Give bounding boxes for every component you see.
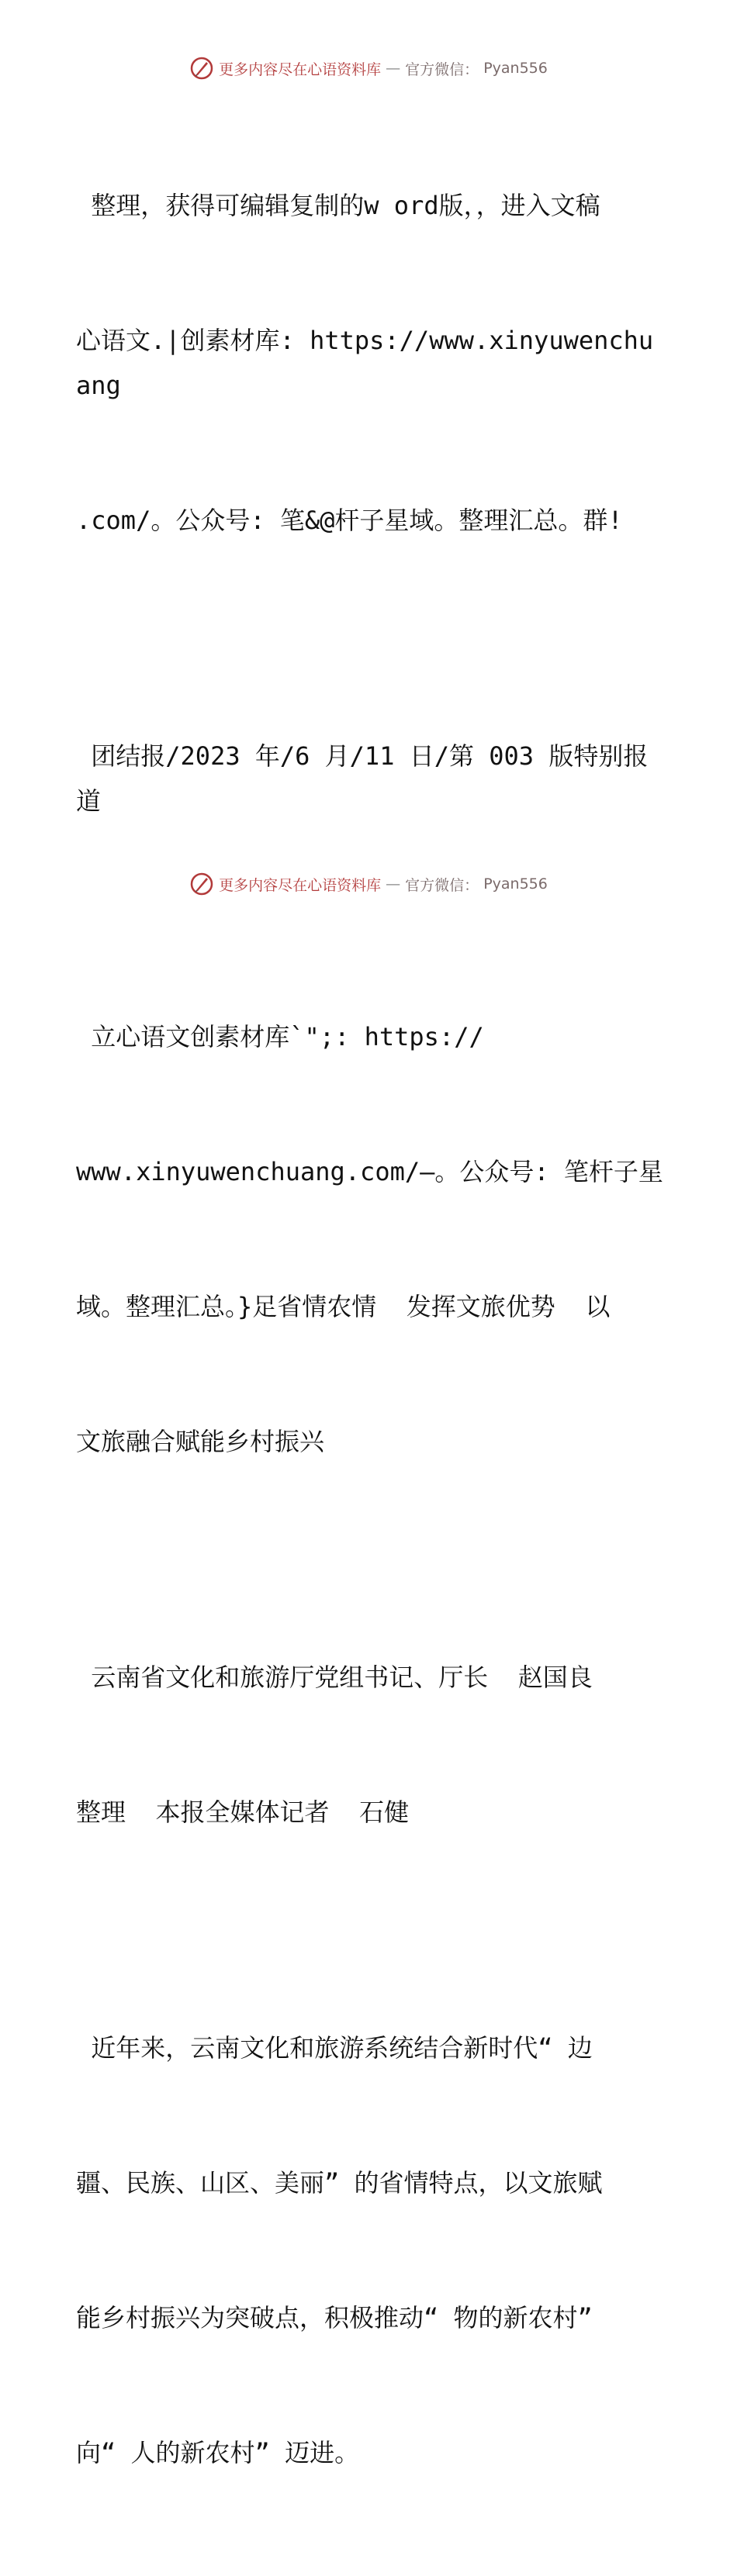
watermark-contact-label: 官方微信： <box>405 876 479 894</box>
text-line: 云南省文化和旅游厅党组书记、厅长 赵国良 <box>76 1663 593 1692</box>
paragraph-body <box>76 1935 666 2565</box>
watermark-contact-id: Pyan556 <box>483 875 548 893</box>
text-line: 域。整理汇总。}足省情农情 发挥文旅优势 以 <box>76 1292 611 1321</box>
text-line: .com/。公众号: 笔&@杆子星域。整理汇总。群! <box>76 506 623 535</box>
paragraph-byline <box>76 1565 666 1925</box>
watermark-contact-label: 官方微信： <box>405 60 479 78</box>
header-watermark <box>0 56 737 81</box>
text-line: www.xinyuwenchuang.com/—。公众号: 笔杆子星 <box>76 1157 663 1186</box>
paragraph-intro <box>76 93 666 633</box>
watermark-text: 更多内容尽在心语资料库 <box>219 876 382 894</box>
text-line: 疆、民族、山区、美丽” 的省情特点，以文旅赋 <box>76 2168 603 2198</box>
quill-logo-icon <box>189 56 214 81</box>
text-line: 能乡村振兴为突破点，积极推动“ 物的新农村” <box>76 2303 593 2333</box>
quill-logo-icon <box>189 872 214 896</box>
text-line: 向“ 人的新农村” 迈进。 <box>76 2438 360 2467</box>
text-line: 团结报/2023 年/6 月/11 日/第 003 版特别报道 <box>76 741 649 816</box>
footer-watermark <box>0 872 737 896</box>
watermark-text: 更多内容尽在心语资料库 <box>219 60 382 78</box>
document-body <box>76 93 666 2576</box>
watermark-separator: — <box>386 875 401 893</box>
text-line: 文旅融合赋能乡村振兴 <box>76 1427 325 1456</box>
text-line: 整理 本报全媒体记者 石健 <box>76 1797 410 1827</box>
text-line: 整理，获得可编辑复制的w ord版，，进入文稿 <box>76 191 600 220</box>
text-line: 近年来，云南文化和旅游系统结合新时代“ 边 <box>76 2033 593 2063</box>
watermark-contact-id: Pyan556 <box>483 60 548 77</box>
text-line: 心语文.|创素材库: https://www.xinyuwenchuang <box>76 326 654 400</box>
watermark-separator: — <box>386 60 401 77</box>
paragraph-title <box>76 924 666 1554</box>
text-line: 立心语文创素材库`";: https:// <box>76 1022 484 1051</box>
